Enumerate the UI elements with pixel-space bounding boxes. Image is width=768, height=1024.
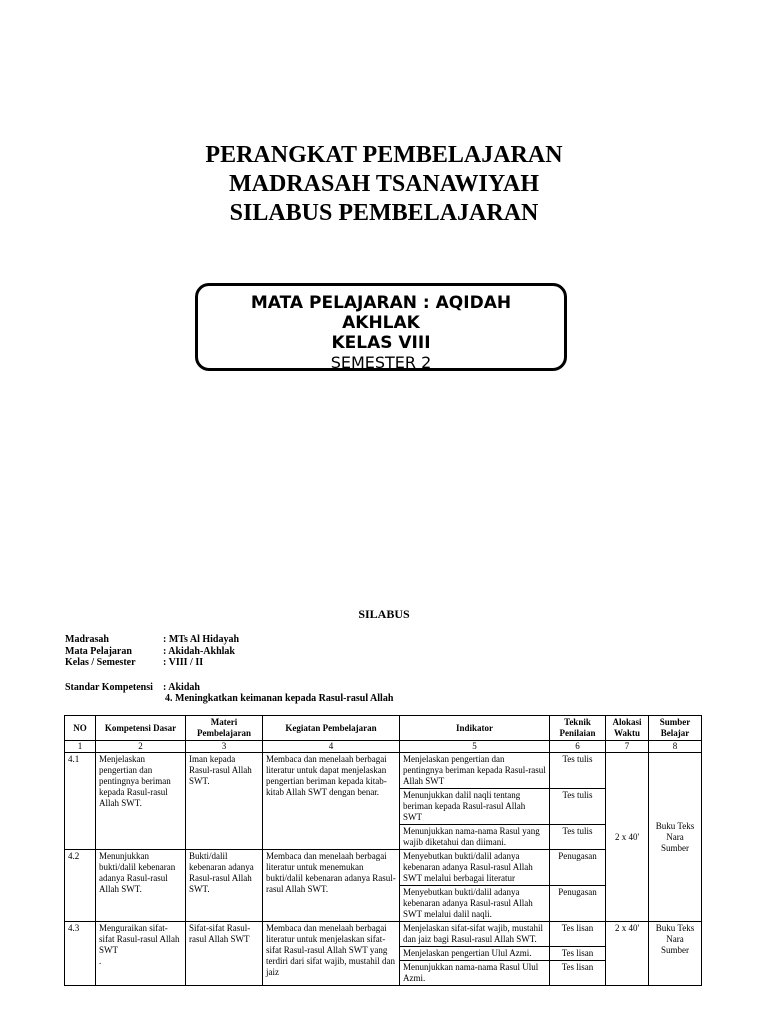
- row-teknik: Tes tulis: [550, 789, 606, 825]
- info-row-sk: [65, 682, 393, 694]
- syllabus-info: [65, 634, 393, 705]
- madrasah-value: : MTs Al Hidayah: [163, 634, 240, 645]
- column-number: 1: [65, 741, 96, 753]
- subject-line-4: SEMESTER 2: [330, 353, 432, 372]
- info-row-kelas: [65, 657, 393, 669]
- row-alokasi: 2 x 40': [606, 753, 649, 922]
- row-materi: Iman kepada Rasul-rasul Allah SWT.: [186, 753, 263, 850]
- row-kegiatan: Membaca dan menelaah berbagai literatur untuk dapat menjelaskan pengertian beriman kepada kitab-kitab Allah SWT dengan benar.: [263, 753, 400, 850]
- row-teknik: Penugasan: [550, 850, 606, 886]
- header-teknik: Teknik Penilaian: [550, 716, 606, 741]
- column-number: 4: [263, 741, 400, 753]
- row-kompetensi: Menunjukkan bukti/dalil kebenaran adanya Rasul-rasul Allah SWT.: [96, 850, 186, 922]
- kelas-value: : VIII / II: [163, 657, 204, 668]
- row-teknik: Tes lisan: [550, 947, 606, 961]
- sk-value: : Akidah: [163, 681, 200, 693]
- header-no: NO: [65, 716, 96, 741]
- column-number: 7: [606, 741, 649, 753]
- row-indikator: Menjelaskan pengertian dan pentingnya beriman kepada Rasul-rasul Allah SWT: [400, 753, 550, 789]
- row-teknik: Penugasan: [550, 886, 606, 922]
- header-kompetensi: Kompetensi Dasar: [96, 716, 186, 741]
- header-kegiatan: Kegiatan Pembelajaran: [263, 716, 400, 741]
- row-indikator: Menjelaskan pengertian Ulul Azmi.: [400, 947, 550, 961]
- column-number: 3: [186, 741, 263, 753]
- row-indikator: Menyebutkan bukti/dalil adanya kebenaran adanya Rasul-rasul Allah SWT melalui dalil naqli.: [400, 886, 550, 922]
- mapel-label: Mata Pelajaran: [65, 645, 132, 657]
- row-teknik: Tes tulis: [550, 825, 606, 850]
- kelas-label: Kelas / Semester: [65, 657, 136, 668]
- row-alokasi: 2 x 40': [606, 922, 649, 986]
- row-materi: Bukti/dalil kebenaran adanya Rasul-rasul Allah SWT.: [186, 850, 263, 922]
- row-materi: Sifat-sifat Rasul-rasul Allah SWT: [186, 922, 263, 986]
- row-kompetensi: [96, 922, 186, 986]
- info-row-madrasah: [65, 634, 393, 646]
- table-row: [65, 753, 702, 789]
- row-kompetensi-text: Menguraikan sifat-sifat Rasul-rasul Allah SWT: [99, 923, 180, 955]
- row-sumber: Buku Teks Nara Sumber: [649, 922, 702, 986]
- subject-line-2: AKHLAK: [342, 313, 420, 333]
- header-materi: Materi Pembelajaran: [186, 716, 263, 741]
- row-no: 4.2: [65, 850, 96, 922]
- column-number: 2: [96, 741, 186, 753]
- column-number: 5: [400, 741, 550, 753]
- header-sumber: Sumber Belajar: [649, 716, 702, 741]
- row-indikator: Menyebutkan bukti/dalil adanya kebenaran adanya Rasul-rasul Allah SWT melalui berbagai literatur: [400, 850, 550, 886]
- row-teknik: Tes lisan: [550, 922, 606, 947]
- subject-line-1: MATA PELAJARAN : AQIDAH: [250, 293, 512, 313]
- row-indikator: Menunjukkan nama-nama Rasul Ulul Azmi.: [400, 961, 550, 986]
- sk-label: Standar Kompetensi: [65, 681, 153, 693]
- row-teknik: Tes tulis: [550, 753, 606, 789]
- subject-line-3: KELAS VIII: [331, 333, 431, 353]
- silabus-heading: SILABUS: [358, 607, 410, 621]
- title-line-1: PERANGKAT PEMBELAJARAN: [205, 142, 563, 168]
- row-sumber: Buku Teks Nara Sumber: [649, 753, 702, 922]
- info-row-mapel: [65, 646, 393, 658]
- row-teknik: Tes lisan: [550, 961, 606, 986]
- row-no: 4.1: [65, 753, 96, 850]
- title-line-2: MADRASAH TSANAWIYAH: [228, 171, 540, 197]
- table-header-row: [65, 716, 702, 741]
- syllabus-table: [64, 715, 702, 986]
- subject-box: [195, 283, 567, 371]
- row-indikator: Menjelaskan sifat-sifat wajib, mustahil dan jaiz bagi Rasul-rasul Allah SWT.: [400, 922, 550, 947]
- sk-detail: 4. Meningkatkan keimanan kepada Rasul-rasul Allah: [165, 693, 394, 704]
- madrasah-label: Madrasah: [65, 634, 109, 645]
- mapel-value: : Akidah-Akhlak: [163, 645, 235, 657]
- table-row: [65, 922, 702, 947]
- row-indikator: Menunjukkan nama-nama Rasul yang wajib diketahui dan diimani.: [400, 825, 550, 850]
- document-title: [0, 141, 768, 228]
- row-indikator: Menunjukkan dalil naqli tentang beriman kepada Rasul-rasul Allah SWT: [400, 789, 550, 825]
- header-alokasi: Alokasi Waktu: [606, 716, 649, 741]
- header-indikator: Indikator: [400, 716, 550, 741]
- column-number-row: [65, 741, 702, 753]
- row-no: 4.3: [65, 922, 96, 986]
- column-number: 8: [649, 741, 702, 753]
- row-kegiatan: Membaca dan menelaah berbagai literatur untuk menjelaskan sifat-sifat Rasul-rasul Allah SWT yang terdiri dari sifat wajib, mustahil dan jaiz: [263, 922, 400, 986]
- row-kegiatan: Membaca dan menelaah berbagai literatur untuk menemukan bukti/dalil kebenaran adanya Rasul-rasul Allah SWT.: [263, 850, 400, 922]
- row-kompetensi: Menjelaskan pengertian dan pentingnya beriman kepada Rasul-rasul Allah SWT.: [96, 753, 186, 850]
- title-line-3: SILABUS PEMBELAJARAN: [229, 200, 539, 226]
- row-kompetensi-extra: .: [99, 956, 102, 966]
- column-number: 6: [550, 741, 606, 753]
